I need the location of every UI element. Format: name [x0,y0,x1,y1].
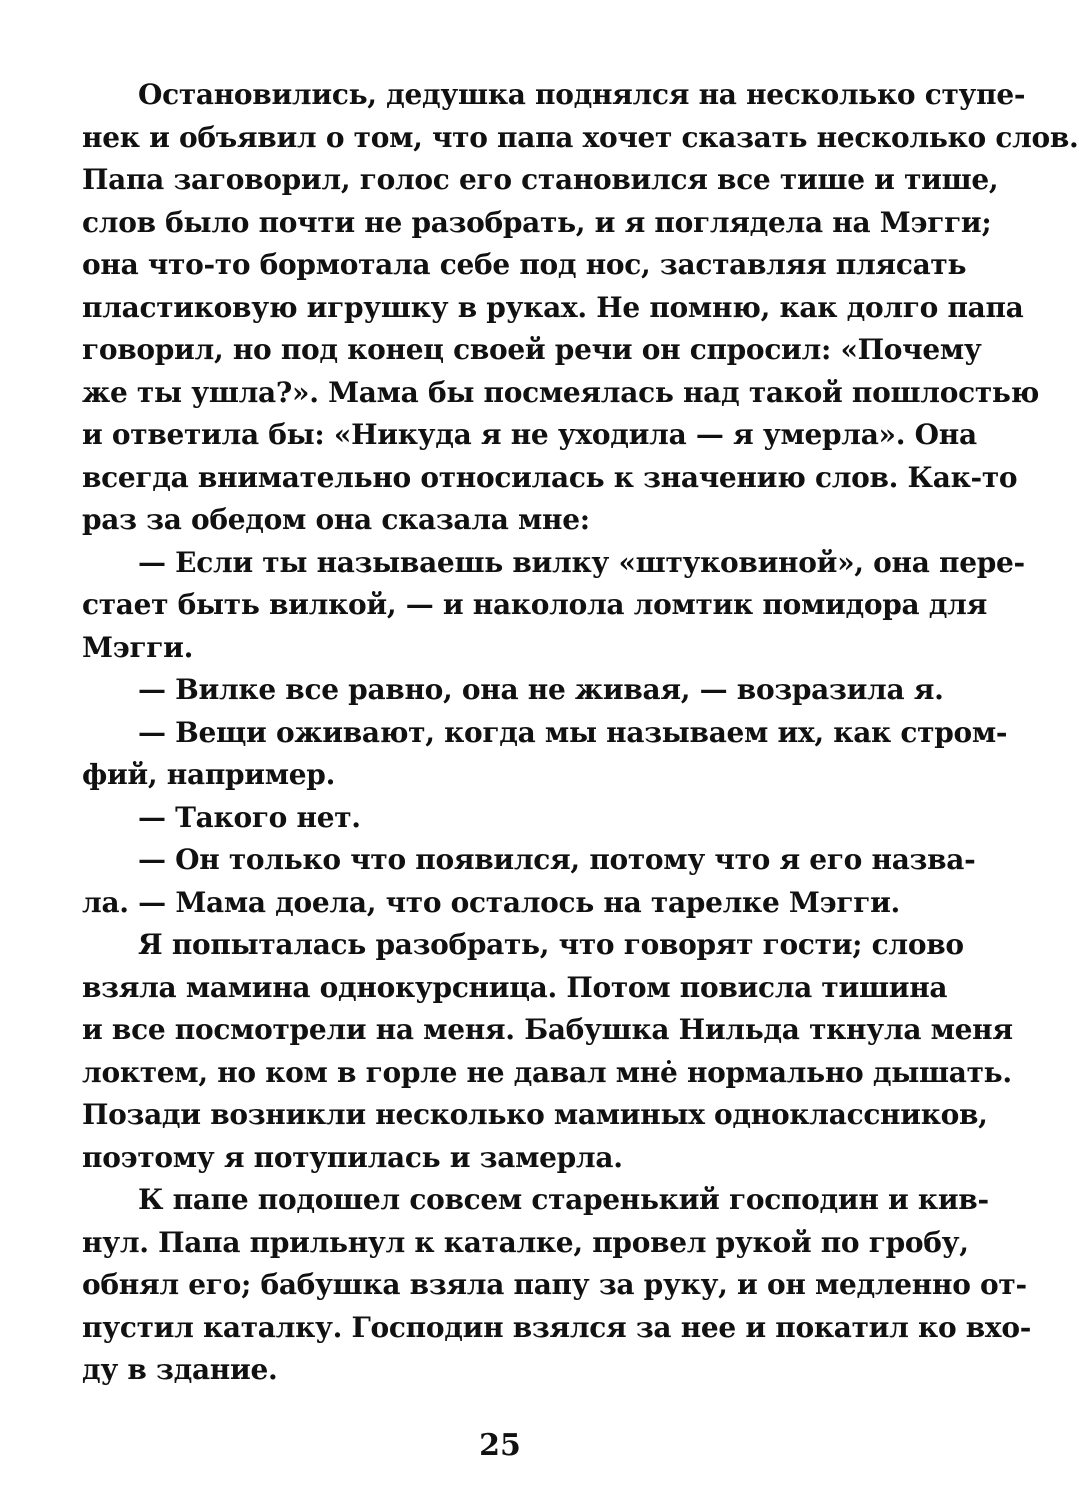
text-line: Позади возникли несколько маминых одноклассников, [82,1098,988,1131]
text-line: локтем, но ком в горле не давал мнė нормально дышать. [82,1055,1012,1089]
text-line: раз за обедом она сказала мне: [82,503,590,536]
text-line: говорил, но под конец своей речи он спросил: «Почему [82,333,982,366]
text-line: и ответила бы: «Никуда я не уходила — я умерла». Она [82,418,977,451]
text-line: ла. — Мама доела, что осталось на тарелке Мэгги. [82,885,900,919]
text-line: фий, например. [82,758,336,791]
text-line: слов было почти не разобрать, и я поглядела на Мэгги; [82,205,992,239]
text-line: Остановились, дедушка поднялся на несколько ступе- [138,78,1026,111]
text-line: — Если ты называешь вилку «штуковиной», она пере- [138,545,1025,579]
text-line: — Вещи оживают, когда мы называем их, как стром- [138,715,1008,749]
text-line: — Он только что появился, потому что я его назва- [138,843,976,876]
text-line: Мэгги. [82,630,194,664]
text-line: взяла мамина однокурсница. Потом повисла тишина [82,970,948,1004]
text-line: стает быть вилкой, — и наколола ломтик помидора для [82,588,987,621]
text-line: К папе подошел совсем старенький господин и кив- [138,1183,989,1216]
text-line: пластиковую игрушку в руках. Не помню, как долго папа [82,290,1024,324]
text-line: поэтому я потупилась и замерла. [82,1140,623,1174]
text-line: — Вилке все равно, она не живая, — возразила я. [138,673,944,706]
body-text [82,74,1079,1392]
text-line: ду в здание. [82,1353,278,1386]
text-line: Я попыталась разобрать, что говорят гости; слово [138,928,964,961]
text-line: пустил каталку. Господин взялся за нее и покатил ко вхо- [82,1310,1032,1344]
text-line: и все посмотрели на меня. Бабушка Нильда ткнула меня [82,1013,1013,1046]
text-line: она что-то бормотала себе под нос, заставляя плясать [82,248,967,281]
text-line: нек и объявил о том, что папа хочет сказать несколько слов. [82,120,1079,154]
text-line: же ты ушла?». Мама бы посмеялась над такой пошлостью [82,375,1040,409]
text-line: нул. Папа прильнул к каталке, провел рукой по гробу, [82,1225,969,1259]
text-line: Папа заговорил, голос его становился все тише и тише, [82,163,999,196]
text-line: всегда внимательно относилась к значению слов. Как-то [82,460,1018,494]
text-line: — Такого нет. [138,800,361,834]
text-line: обнял его; бабушка взяла папу за руку, и он медленно от- [82,1268,1027,1301]
page-number: 25 [479,1428,521,1463]
